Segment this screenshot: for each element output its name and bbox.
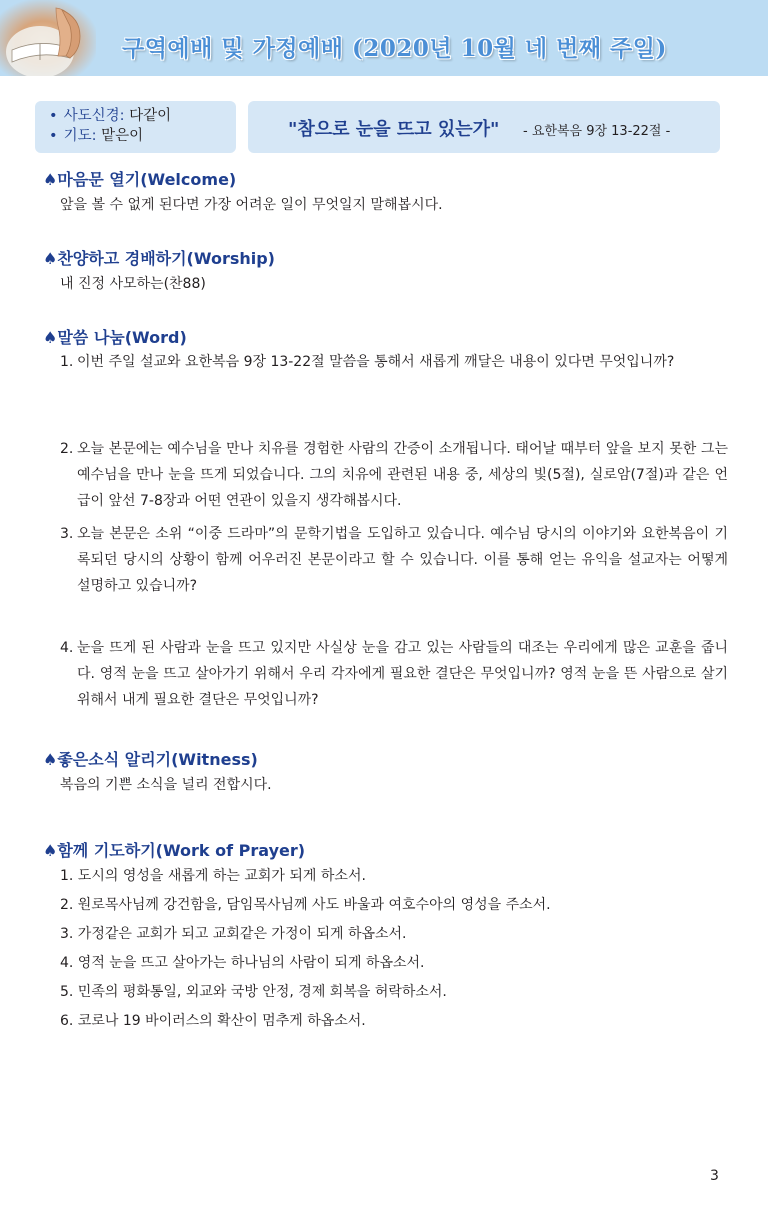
section-text: 내 진정 사모하는(찬88) xyxy=(60,276,206,292)
question-item xyxy=(60,436,728,514)
question-text: 오늘 본문에는 예수님을 만나 치유를 경험한 사람의 간증이 소개됩니다. 태어날 때부터 앞을 보지 못한 그는 예수님을 만나 눈을 뜨게 되었습니다. 그의 치유에 관련된 내용 중, 세상의 빛(5절), 실로암(7절)과 같은 언급이 앞선 7-8장과 어떤 연관이 있을지 생각해봅시다. xyxy=(77,441,728,509)
worship-roles-box xyxy=(35,101,236,153)
section-heading: ♠말씀 나눔(Word) xyxy=(43,328,187,347)
praying-hands-icon xyxy=(0,0,96,76)
question-number: 2. xyxy=(60,441,74,457)
question-number: 1. xyxy=(60,354,74,370)
question-text: 눈을 뜨게 된 사람과 눈을 뜨고 있지만 사실상 눈을 감고 있는 사람들의 대조는 우리에게 많은 교훈을 줍니다. 영적 눈을 뜨고 살아가기 위해서 우리 각자에게 필요한 결단은 무엇입니까? 영적 눈을 뜬 사람으로 살기 위해서 내게 필요한 결단은 무엇입니까? xyxy=(77,640,728,708)
scripture-reference: - 요한복음 9장 13-22절 - xyxy=(523,124,671,139)
question-number: 4. xyxy=(60,640,74,656)
prayer-line xyxy=(49,126,236,146)
creed-value: 다같이 xyxy=(129,108,172,124)
sermon-title: "참으로 눈을 뜨고 있는가" xyxy=(288,119,500,140)
section-witness xyxy=(43,750,733,796)
section-welcome xyxy=(43,170,733,216)
creed-label: 사도신경: xyxy=(63,108,125,124)
bullet-icon: • xyxy=(49,128,58,144)
sermon-title-box xyxy=(248,101,720,153)
praying-hands-bible-image xyxy=(0,0,96,76)
section-text: 앞을 볼 수 없게 된다면 가장 어려운 일이 무엇일지 말해봅시다. xyxy=(60,197,443,213)
page-title: 구역예배 및 가정예배 (2020년 10월 네 번째 주일) xyxy=(122,35,667,62)
question-text: 이번 주일 설교와 요한복음 9장 13-22절 말씀을 통해서 새롭게 깨달은 내용이 있다면 무엇입니까? xyxy=(77,354,675,370)
prayer-item: 4. 영적 눈을 뜨고 살아가는 하나님의 사람이 되게 하옵소서. xyxy=(60,955,425,971)
section-heading: ♠찬양하고 경배하기(Worship) xyxy=(43,249,275,268)
prayer-item: 2. 원로목사님께 강건함을, 담임목사님께 사도 바울과 여호수아의 영성을 주소서. xyxy=(60,897,551,913)
prayer-value: 맡은이 xyxy=(101,128,144,144)
section-worship xyxy=(43,249,733,295)
question-item xyxy=(60,521,728,599)
bullet-icon: • xyxy=(49,108,58,124)
section-heading: ♠함께 기도하기(Work of Prayer) xyxy=(43,841,306,860)
question-item xyxy=(60,349,728,375)
prayer-item: 1. 도시의 영성을 새롭게 하는 교회가 되게 하소서. xyxy=(60,868,366,884)
prayer-list xyxy=(60,862,720,1036)
section-word xyxy=(43,328,733,348)
question-number: 3. xyxy=(60,526,74,542)
prayer-label: 기도: xyxy=(63,128,97,144)
prayer-item: 5. 민족의 평화통일, 외교와 국방 안정, 경제 회복을 허락하소서. xyxy=(60,984,447,1000)
section-text: 복음의 기쁜 소식을 널리 전합시다. xyxy=(60,777,272,793)
page-number: 3 xyxy=(710,1168,719,1184)
creed-line xyxy=(49,106,236,126)
prayer-item: 3. 가정같은 교회가 되고 교회같은 가정이 되게 하옵소서. xyxy=(60,926,407,942)
header-banner xyxy=(0,0,768,76)
question-text: 오늘 본문은 소위 “이중 드라마”의 문학기법을 도입하고 있습니다. 예수님 당시의 이야기와 요한복음이 기록되던 당시의 상황이 함께 어우러진 본문이라고 할 수 있습니다. 이를 통해 얻는 유익을 설교자는 어떻게 설명하고 있습니까? xyxy=(77,526,728,594)
question-item xyxy=(60,635,728,713)
section-prayer xyxy=(43,841,733,861)
section-heading: ♠마음문 열기(Welcome) xyxy=(43,170,237,189)
section-heading: ♠좋은소식 알리기(Witness) xyxy=(43,750,258,769)
prayer-item: 6. 코로나 19 바이러스의 확산이 멈추게 하옵소서. xyxy=(60,1013,366,1029)
